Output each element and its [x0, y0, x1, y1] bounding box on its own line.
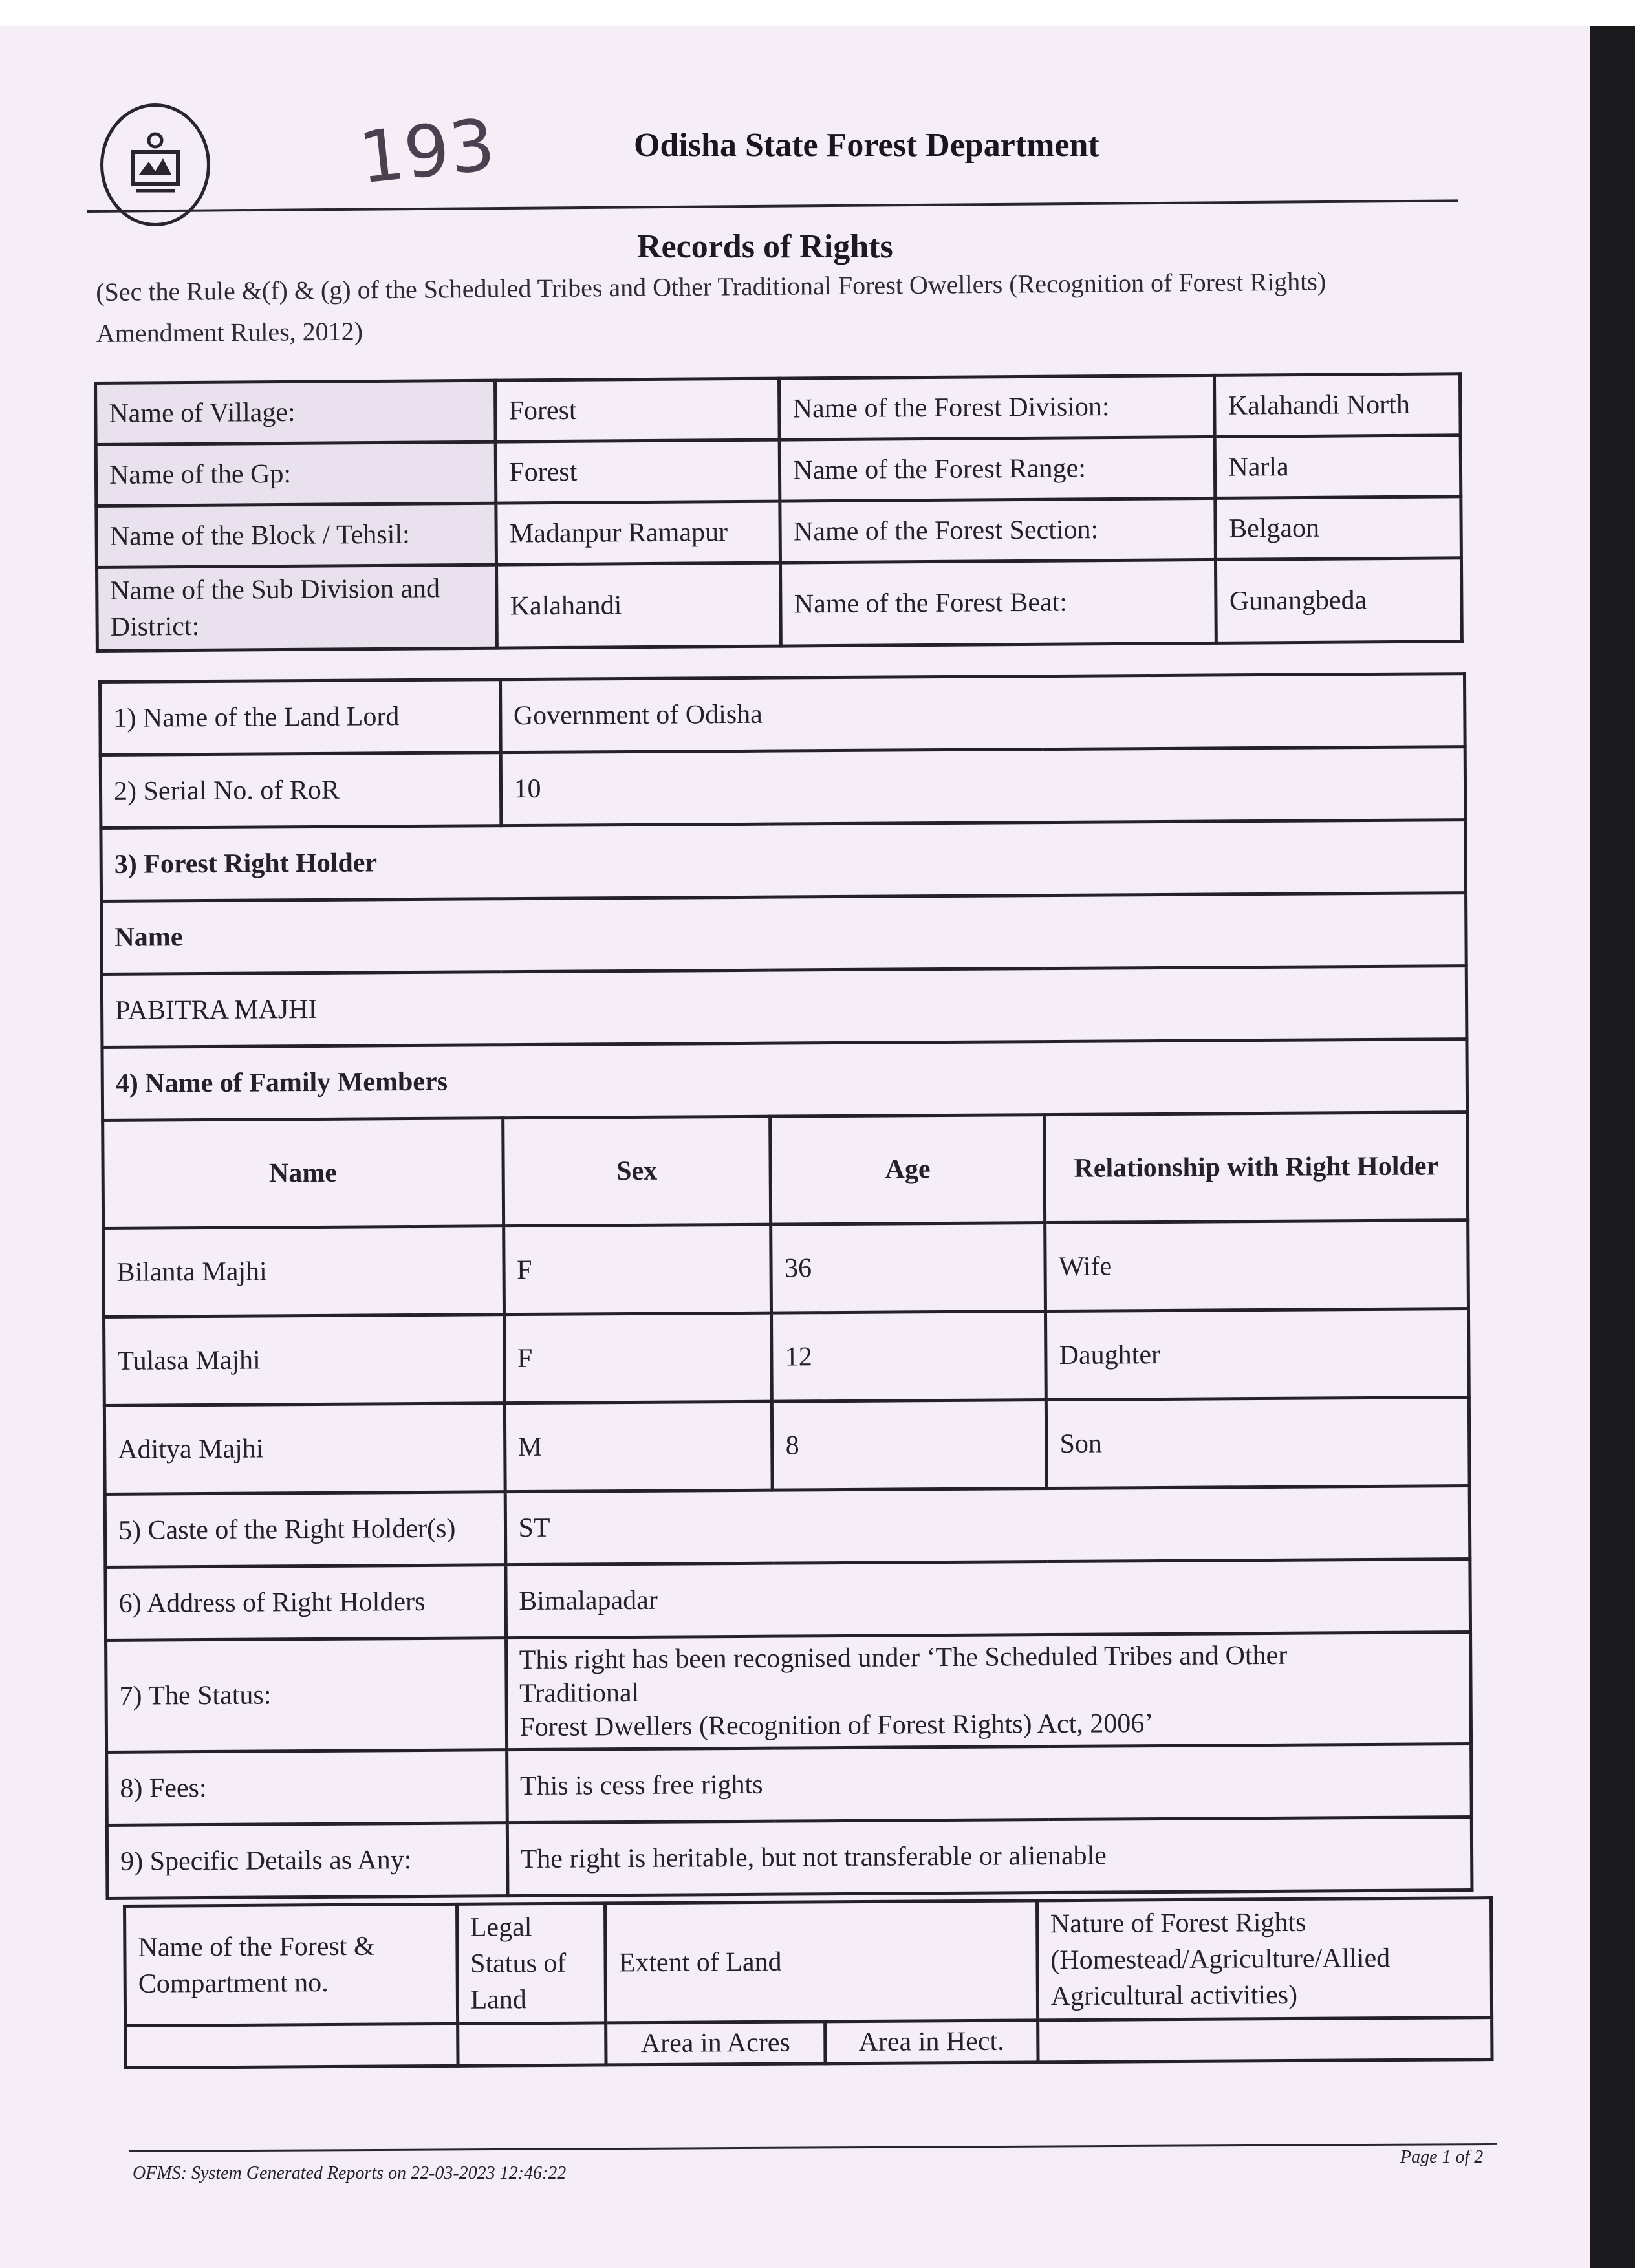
village-value: Forest: [495, 378, 780, 442]
table-row: [125, 1898, 1492, 2026]
table-row: [104, 1309, 1469, 1406]
page-number: Page 1 of 2: [1400, 2147, 1484, 2167]
member-sex: M: [504, 1401, 773, 1492]
table-row: [96, 435, 1461, 506]
member-name: Bilanta Majhi: [103, 1226, 504, 1317]
division-label: Name of the Forest Division:: [779, 375, 1215, 440]
table-row: [100, 747, 1466, 828]
extent-header: Extent of Land: [605, 1901, 1038, 2023]
gp-value: Forest: [495, 440, 780, 503]
section-label: Name of the Forest Section:: [780, 498, 1216, 563]
range-value: Narla: [1215, 435, 1461, 499]
table-row: [125, 2018, 1492, 2068]
land-details-table: [123, 1896, 1494, 2069]
table-row: [107, 1744, 1472, 1826]
beat-value: Gunangbeda: [1216, 558, 1462, 643]
range-label: Name of the Forest Range:: [780, 437, 1216, 501]
nature-cell: [1037, 2018, 1492, 2062]
table-row: [104, 1398, 1469, 1495]
land-lord-label: 1) Name of the Land Lord: [100, 680, 501, 755]
member-sex: F: [504, 1313, 772, 1403]
section-value: Belgaon: [1215, 497, 1461, 560]
family-col-name: Name: [103, 1118, 504, 1229]
serial-label: 2) Serial No. of RoR: [100, 753, 501, 828]
fees-label: 8) Fees:: [107, 1750, 507, 1826]
table-row: [96, 497, 1462, 568]
details-value: The right is heritable, but not transferable or alienable: [507, 1817, 1472, 1896]
area-hect-header: Area in Hect.: [825, 2020, 1038, 2064]
family-col-sex: Sex: [503, 1116, 771, 1226]
status-line: This right has been recognised under ‘The Scheduled Tribes and Other: [519, 1640, 1288, 1676]
land-lord-value: Government of Odisha: [500, 674, 1465, 753]
subdivision-value: Kalahandi: [497, 563, 781, 648]
forest-compartment-header: Name of the Forest & Compartment no.: [125, 1904, 458, 2025]
family-col-relationship: Relationship with Right Holder: [1045, 1112, 1468, 1223]
table-row: [97, 558, 1462, 651]
table-row: [105, 1559, 1471, 1641]
odisha-emblem-icon: [100, 103, 210, 226]
fees-value: This is cess free rights: [506, 1744, 1471, 1823]
subdivision-label: Name of the Sub Division and District:: [97, 565, 497, 651]
village-label: Name of Village:: [96, 380, 496, 444]
caste-value: ST: [505, 1486, 1470, 1565]
member-sex: F: [503, 1224, 772, 1315]
table-row: [107, 1817, 1472, 1899]
rule-reference: (Sec the Rule &(f) & (g) of the Scheduled Tribes and Other Traditional Forest Owellers (Recognition of Forest Rights) Amendment Rules, 2012): [96, 266, 1326, 348]
rights-record-table: [98, 672, 1473, 1900]
family-col-age: Age: [770, 1115, 1045, 1225]
member-relationship: Wife: [1045, 1220, 1468, 1312]
handwritten-number: 193: [354, 103, 499, 200]
family-heading: 4) Name of Family Members: [102, 1039, 1467, 1121]
legal-status-header: Legal Status of Land: [457, 1903, 606, 2024]
nature-header: Nature of Forest Rights (Homestead/Agriculture/Allied Agricultural activities): [1037, 1898, 1491, 2020]
status-line: Forest Dwellers (Recognition of Forest Rights) Act, 2006’: [519, 1709, 1154, 1743]
beat-label: Name of the Forest Beat:: [781, 559, 1217, 646]
generated-timestamp: OFMS: System Generated Reports on 22-03-2023 12:46:22: [133, 2163, 567, 2183]
area-acres-header: Area in Acres: [606, 2022, 825, 2065]
table-row: [102, 966, 1467, 1048]
caste-label: 5) Caste of the Right Holder(s): [105, 1492, 505, 1568]
scan-edge: [1590, 26, 1635, 2268]
gp-label: Name of the Gp:: [96, 442, 496, 506]
address-value: Bimalapadar: [505, 1559, 1470, 1638]
block-label: Name of the Block / Tehsil:: [96, 503, 497, 567]
member-age: 12: [772, 1312, 1046, 1402]
address-label: 6) Address of Right Holders: [105, 1565, 506, 1641]
legal-status-cell: [457, 2023, 606, 2066]
name-heading: Name: [102, 893, 1467, 975]
details-label: 9) Specific Details as Any:: [107, 1823, 507, 1899]
status-line: Traditional: [519, 1678, 640, 1709]
member-age: 8: [772, 1400, 1047, 1491]
status-label: 7) The Status:: [106, 1638, 507, 1753]
table-row: [100, 674, 1466, 755]
member-name: Tulasa Majhi: [104, 1315, 504, 1406]
table-row: [105, 1486, 1470, 1568]
location-table: [94, 372, 1464, 653]
member-relationship: Daughter: [1046, 1309, 1469, 1400]
page-title: Records of Rights: [637, 228, 893, 265]
table-row: [101, 820, 1466, 902]
table-row: [102, 893, 1467, 975]
holder-heading: 3) Forest Right Holder: [101, 820, 1466, 902]
forest-compartment-cell: [125, 2024, 458, 2068]
member-age: 36: [771, 1223, 1046, 1313]
block-value: Madanpur Ramapur: [496, 501, 781, 565]
table-row: [96, 374, 1461, 445]
serial-value: 10: [501, 747, 1466, 826]
family-header-row: [103, 1112, 1468, 1229]
holder-name: PABITRA MAJHI: [102, 966, 1467, 1048]
member-name: Aditya Majhi: [104, 1403, 504, 1495]
table-row: [103, 1220, 1469, 1317]
table-row: [106, 1632, 1471, 1753]
status-value: [506, 1632, 1471, 1750]
table-row: [102, 1039, 1467, 1121]
division-value: Kalahandi North: [1215, 374, 1460, 437]
department-title: Odisha State Forest Department: [634, 127, 1099, 164]
member-relationship: Son: [1046, 1398, 1469, 1489]
